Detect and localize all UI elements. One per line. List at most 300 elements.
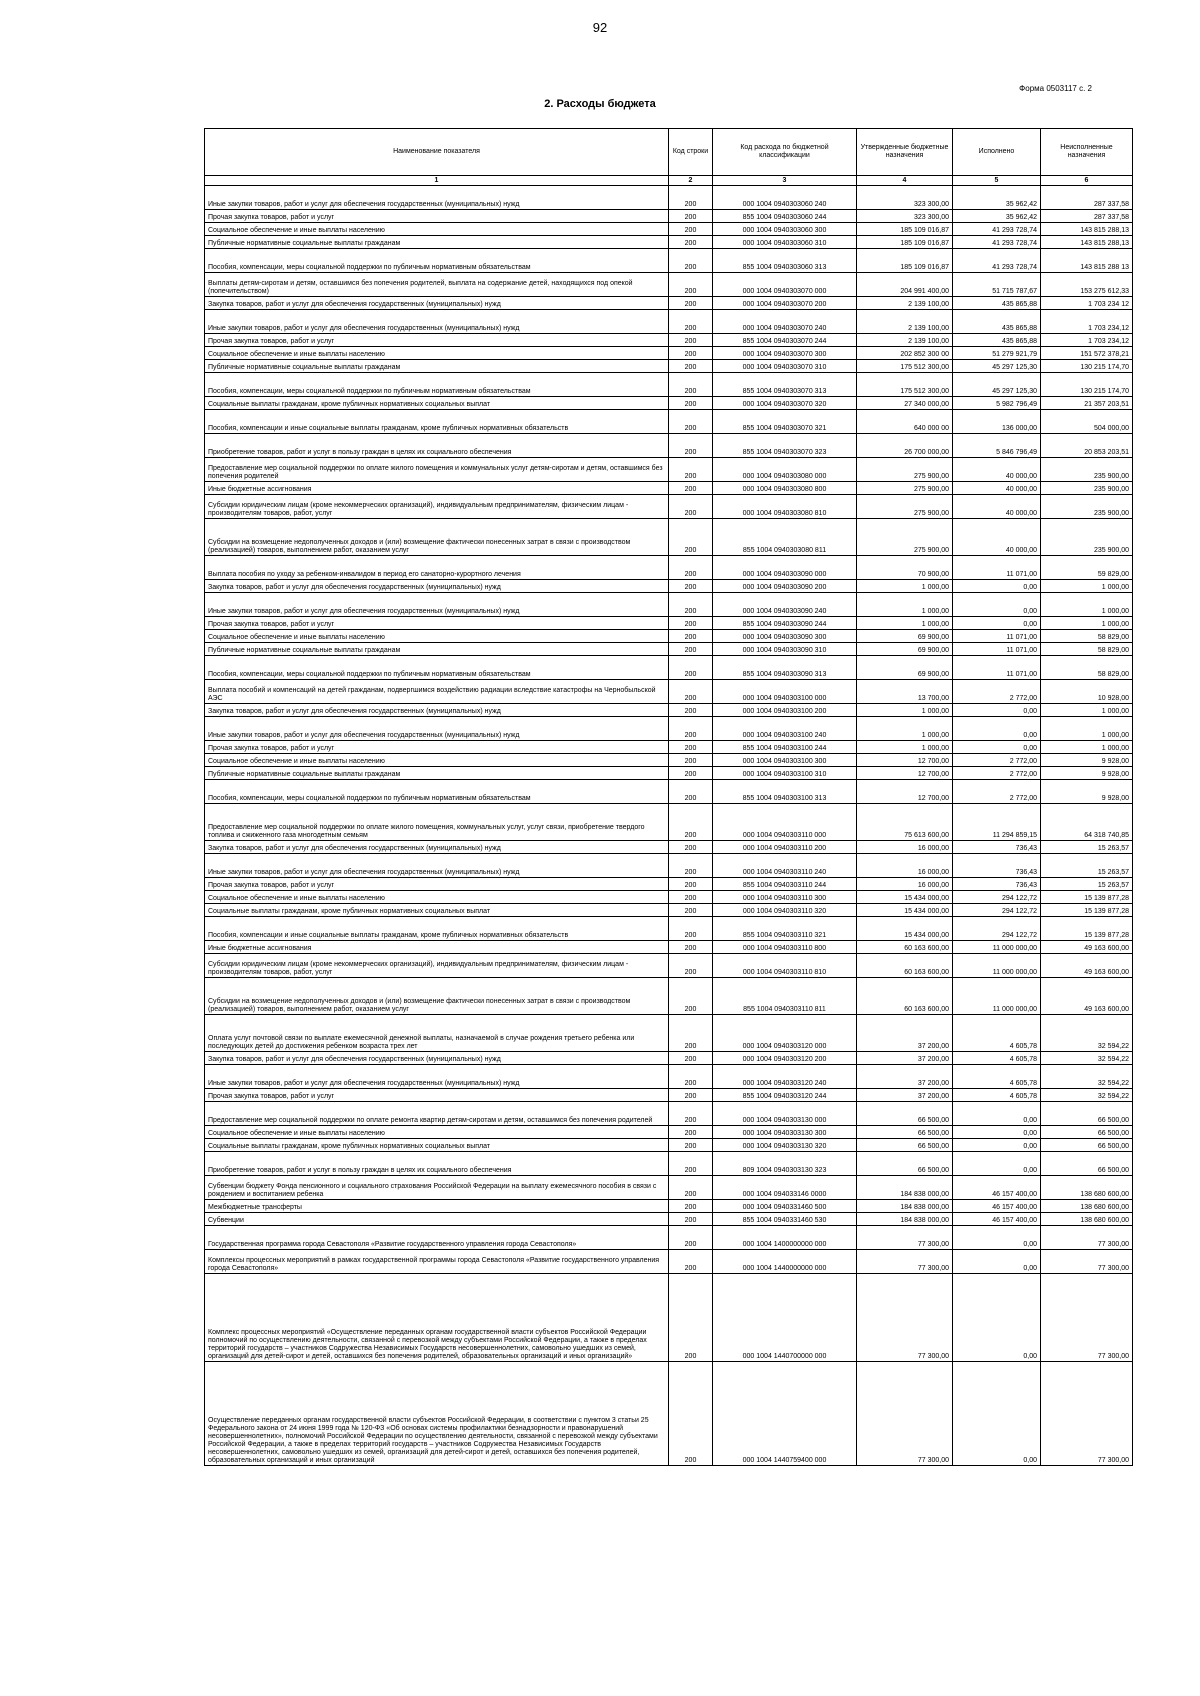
classification-code-cell: 000 1004 0940303100 240	[713, 717, 857, 741]
line-code-cell: 200	[669, 841, 713, 854]
unexecuted-amount-cell: 10 928,00	[1041, 680, 1133, 704]
unexecuted-amount-cell: 9 928,00	[1041, 767, 1133, 780]
classification-code-cell: 000 1004 0940303110 240	[713, 854, 857, 878]
approved-amount-cell: 275 900,00	[857, 482, 953, 495]
indicator-name-cell: Иные бюджетные ассигнования	[205, 482, 669, 495]
line-code-cell: 200	[669, 519, 713, 556]
line-code-cell: 200	[669, 878, 713, 891]
classification-code-cell: 000 1004 094033146 0000	[713, 1176, 857, 1200]
indicator-name-cell: Иные бюджетные ассигнования	[205, 941, 669, 954]
table-row	[205, 680, 1133, 704]
line-code-cell: 200	[669, 186, 713, 210]
executed-amount-cell: 2 772,00	[953, 780, 1041, 804]
executed-amount-cell: 5 982 796,49	[953, 397, 1041, 410]
classification-code-cell: 000 1004 0940303070 310	[713, 360, 857, 373]
table-row	[205, 717, 1133, 741]
unexecuted-amount-cell: 9 928,00	[1041, 754, 1133, 767]
line-code-cell: 200	[669, 1200, 713, 1213]
classification-code-cell: 000 1004 1440000000 000	[713, 1250, 857, 1274]
executed-amount-cell: 0,00	[953, 741, 1041, 754]
executed-amount-cell: 35 962,42	[953, 210, 1041, 223]
approved-amount-cell: 175 512 300,00	[857, 360, 953, 373]
executed-amount-cell: 0,00	[953, 1226, 1041, 1250]
table-row	[205, 519, 1133, 556]
unexecuted-amount-cell: 15 263,57	[1041, 841, 1133, 854]
executed-amount-cell: 11 071,00	[953, 656, 1041, 680]
table-row	[205, 1126, 1133, 1139]
line-code-cell: 200	[669, 297, 713, 310]
classification-code-cell: 000 1004 0940303110 320	[713, 904, 857, 917]
classification-code-cell: 000 1004 1440700000 000	[713, 1274, 857, 1362]
approved-amount-cell: 69 900,00	[857, 656, 953, 680]
approved-amount-cell: 37 200,00	[857, 1052, 953, 1065]
unexecuted-amount-cell: 77 300,00	[1041, 1274, 1133, 1362]
indicator-name-cell: Иные закупки товаров, работ и услуг для обеспечения государственных (муниципальных) нужд	[205, 717, 669, 741]
table-row	[205, 941, 1133, 954]
classification-code-cell: 000 1004 0940303130 000	[713, 1102, 857, 1126]
unexecuted-amount-cell: 287 337,58	[1041, 210, 1133, 223]
column-header-classification-code: Код расхода по бюджетной классификации	[713, 129, 857, 176]
line-code-cell: 200	[669, 1126, 713, 1139]
approved-amount-cell: 2 139 100,00	[857, 310, 953, 334]
table-row	[205, 1102, 1133, 1126]
classification-code-cell: 855 1004 0940303080 811	[713, 519, 857, 556]
approved-amount-cell: 12 700,00	[857, 780, 953, 804]
table-row	[205, 780, 1133, 804]
unexecuted-amount-cell: 1 000,00	[1041, 717, 1133, 741]
unexecuted-amount-cell: 138 680 600,00	[1041, 1176, 1133, 1200]
indicator-name-cell: Социальные выплаты гражданам, кроме публичных нормативных социальных выплат	[205, 397, 669, 410]
indicator-name-cell: Пособия, компенсации, меры социальной поддержки по публичным нормативным обязательствам	[205, 373, 669, 397]
table-row	[205, 1152, 1133, 1176]
line-code-cell: 200	[669, 593, 713, 617]
executed-amount-cell: 11 000 000,00	[953, 954, 1041, 978]
approved-amount-cell: 275 900,00	[857, 495, 953, 519]
approved-amount-cell: 185 109 016,87	[857, 236, 953, 249]
approved-amount-cell: 184 838 000,00	[857, 1200, 953, 1213]
unexecuted-amount-cell: 504 000,00	[1041, 410, 1133, 434]
indicator-name-cell: Субсидии на возмещение недополученных доходов и (или) возмещение фактически понесенных затрат в связи с производством (реализацией) товаров, выполнением работ, оказанием услуг	[205, 519, 669, 556]
indicator-name-cell: Субсидии юридическим лицам (кроме некоммерческих организаций), индивидуальным предпринимателям, физическим лицам - производителям товаров, работ, услуг	[205, 954, 669, 978]
table-row	[205, 1362, 1133, 1466]
indicator-name-cell: Субвенции бюджету Фонда пенсионного и социального страхования Российской Федерации на выплату ежемесячного пособия в связи с рождением и воспитанием ребенка	[205, 1176, 669, 1200]
table-row	[205, 410, 1133, 434]
approved-amount-cell: 184 838 000,00	[857, 1176, 953, 1200]
classification-code-cell: 855 1004 0940303110 811	[713, 978, 857, 1015]
line-code-cell: 200	[669, 310, 713, 334]
executed-amount-cell: 0,00	[953, 617, 1041, 630]
classification-code-cell: 000 1004 1400000000 000	[713, 1226, 857, 1250]
classification-code-cell: 855 1004 0940303060 313	[713, 249, 857, 273]
unexecuted-amount-cell: 9 928,00	[1041, 780, 1133, 804]
classification-code-cell: 855 1004 0940303100 313	[713, 780, 857, 804]
executed-amount-cell: 46 157 400,00	[953, 1176, 1041, 1200]
unexecuted-amount-cell: 32 594,22	[1041, 1065, 1133, 1089]
unexecuted-amount-cell: 59 829,00	[1041, 556, 1133, 580]
column-header-line-code: Код строки	[669, 129, 713, 176]
indicator-name-cell: Пособия, компенсации, меры социальной поддержки по публичным нормативным обязательствам	[205, 656, 669, 680]
indicator-name-cell: Государственная программа города Севастополя «Развитие государственного управления города Севастополя»	[205, 1226, 669, 1250]
classification-code-cell: 000 1004 0940303120 200	[713, 1052, 857, 1065]
classification-code-cell: 000 1004 0940303100 200	[713, 704, 857, 717]
unexecuted-amount-cell: 64 318 740,85	[1041, 804, 1133, 841]
indicator-name-cell: Социальные выплаты гражданам, кроме публичных нормативных социальных выплат	[205, 1139, 669, 1152]
table-row	[205, 954, 1133, 978]
indicator-name-cell: Социальные выплаты гражданам, кроме публичных нормативных социальных выплат	[205, 904, 669, 917]
approved-amount-cell: 640 000 00	[857, 410, 953, 434]
line-code-cell: 200	[669, 854, 713, 878]
classification-code-cell: 000 1004 0940303070 000	[713, 273, 857, 297]
executed-amount-cell: 2 772,00	[953, 754, 1041, 767]
executed-amount-cell: 0,00	[953, 1139, 1041, 1152]
approved-amount-cell: 16 000,00	[857, 878, 953, 891]
approved-amount-cell: 275 900,00	[857, 519, 953, 556]
executed-amount-cell: 294 122,72	[953, 917, 1041, 941]
classification-code-cell: 855 1004 0940303110 244	[713, 878, 857, 891]
table-row	[205, 917, 1133, 941]
executed-amount-cell: 2 772,00	[953, 767, 1041, 780]
executed-amount-cell: 5 846 796,49	[953, 434, 1041, 458]
classification-code-cell: 855 1004 0940303110 321	[713, 917, 857, 941]
line-code-cell: 200	[669, 556, 713, 580]
indicator-name-cell: Иные закупки товаров, работ и услуг для обеспечения государственных (муниципальных) нужд	[205, 593, 669, 617]
approved-amount-cell: 15 434 000,00	[857, 917, 953, 941]
approved-amount-cell: 69 900,00	[857, 643, 953, 656]
unexecuted-amount-cell: 1 000,00	[1041, 704, 1133, 717]
executed-amount-cell: 51 279 921,79	[953, 347, 1041, 360]
indicator-name-cell: Комплекс процессных мероприятий «Осуществление переданных органам государственной власти субъектов Российской Федерации полномочий по осуществлению деятельности, связанной с перевозкой между субъектами Российской Федерации, а также в пределах территорий государств – участников Содружества Независимых Государств несовершеннолетних, самовольно ушедших из семей, организаций для детей-сирот и детей, оставшихся без попечения родителей, образовательных организаций и иных организаций»	[205, 1274, 669, 1362]
indicator-name-cell: Закупка товаров, работ и услуг для обеспечения государственных (муниципальных) нужд	[205, 297, 669, 310]
indicator-name-cell: Прочая закупка товаров, работ и услуг	[205, 210, 669, 223]
classification-code-cell: 855 1004 0940303070 321	[713, 410, 857, 434]
table-row	[205, 904, 1133, 917]
indicator-name-cell: Приобретение товаров, работ и услуг в пользу граждан в целях их социального обеспечения	[205, 1152, 669, 1176]
table-row	[205, 495, 1133, 519]
classification-code-cell: 855 1004 0940303120 244	[713, 1089, 857, 1102]
indicator-name-cell: Прочая закупка товаров, работ и услуг	[205, 1089, 669, 1102]
indicator-name-cell: Иные закупки товаров, работ и услуг для обеспечения государственных (муниципальных) нужд	[205, 310, 669, 334]
approved-amount-cell: 1 000,00	[857, 580, 953, 593]
approved-amount-cell: 12 700,00	[857, 754, 953, 767]
page-number: 92	[592, 20, 608, 35]
approved-amount-cell: 77 300,00	[857, 1250, 953, 1274]
executed-amount-cell: 11 071,00	[953, 556, 1041, 580]
approved-amount-cell: 15 434 000,00	[857, 904, 953, 917]
table-row	[205, 841, 1133, 854]
classification-code-cell: 000 1004 0940303130 300	[713, 1126, 857, 1139]
indicator-name-cell: Межбюджетные трансферты	[205, 1200, 669, 1213]
approved-amount-cell: 13 700,00	[857, 680, 953, 704]
unexecuted-amount-cell: 66 500,00	[1041, 1126, 1133, 1139]
executed-amount-cell: 35 962,42	[953, 186, 1041, 210]
executed-amount-cell: 0,00	[953, 717, 1041, 741]
line-code-cell: 200	[669, 1089, 713, 1102]
unexecuted-amount-cell: 66 500,00	[1041, 1152, 1133, 1176]
indicator-name-cell: Публичные нормативные социальные выплаты гражданам	[205, 643, 669, 656]
approved-amount-cell: 66 500,00	[857, 1126, 953, 1139]
line-code-cell: 200	[669, 891, 713, 904]
table-row	[205, 482, 1133, 495]
unexecuted-amount-cell: 1 703 234,12	[1041, 334, 1133, 347]
unexecuted-amount-cell: 1 000,00	[1041, 741, 1133, 754]
unexecuted-amount-cell: 49 163 600,00	[1041, 941, 1133, 954]
table-row	[205, 1176, 1133, 1200]
unexecuted-amount-cell: 77 300,00	[1041, 1226, 1133, 1250]
table-row	[205, 297, 1133, 310]
classification-code-cell: 000 1004 0940303090 200	[713, 580, 857, 593]
line-code-cell: 200	[669, 630, 713, 643]
executed-amount-cell: 4 605,78	[953, 1052, 1041, 1065]
classification-code-cell: 000 1004 0940303130 320	[713, 1139, 857, 1152]
column-header-unexecuted: Неисполненные назначения	[1041, 129, 1133, 176]
table-row	[205, 741, 1133, 754]
unexecuted-amount-cell: 58 829,00	[1041, 630, 1133, 643]
executed-amount-cell: 736,43	[953, 841, 1041, 854]
classification-code-cell: 000 1004 0940303120 240	[713, 1065, 857, 1089]
approved-amount-cell: 26 700 000,00	[857, 434, 953, 458]
executed-amount-cell: 11 000 000,00	[953, 978, 1041, 1015]
executed-amount-cell: 736,43	[953, 854, 1041, 878]
approved-amount-cell: 185 109 016,87	[857, 223, 953, 236]
classification-code-cell: 000 1004 0940303060 300	[713, 223, 857, 236]
executed-amount-cell: 11 071,00	[953, 630, 1041, 643]
indicator-name-cell: Субвенции	[205, 1213, 669, 1226]
line-code-cell: 200	[669, 249, 713, 273]
line-code-cell: 200	[669, 1102, 713, 1126]
unexecuted-amount-cell: 1 000,00	[1041, 593, 1133, 617]
line-code-cell: 200	[669, 1015, 713, 1052]
table-body	[205, 186, 1133, 1466]
line-code-cell: 200	[669, 717, 713, 741]
classification-code-cell: 855 1004 0940303090 244	[713, 617, 857, 630]
line-code-cell: 200	[669, 495, 713, 519]
executed-amount-cell: 0,00	[953, 1152, 1041, 1176]
line-code-cell: 200	[669, 1139, 713, 1152]
executed-amount-cell: 4 605,78	[953, 1089, 1041, 1102]
classification-code-cell: 000 1004 0940303090 000	[713, 556, 857, 580]
unexecuted-amount-cell: 66 500,00	[1041, 1139, 1133, 1152]
line-code-cell: 200	[669, 643, 713, 656]
approved-amount-cell: 15 434 000,00	[857, 891, 953, 904]
executed-amount-cell: 136 000,00	[953, 410, 1041, 434]
indicator-name-cell: Пособия, компенсации и иные социальные выплаты гражданам, кроме публичных нормативных обязательств	[205, 410, 669, 434]
approved-amount-cell: 37 200,00	[857, 1065, 953, 1089]
executed-amount-cell: 4 605,78	[953, 1065, 1041, 1089]
line-code-cell: 200	[669, 617, 713, 630]
unexecuted-amount-cell: 143 815 288,13	[1041, 236, 1133, 249]
line-code-cell: 200	[669, 273, 713, 297]
classification-code-cell: 000 1004 0940303080 800	[713, 482, 857, 495]
line-code-cell: 200	[669, 741, 713, 754]
approved-amount-cell: 75 613 600,00	[857, 804, 953, 841]
approved-amount-cell: 60 163 600,00	[857, 954, 953, 978]
executed-amount-cell: 736,43	[953, 878, 1041, 891]
classification-code-cell: 000 1004 0940303110 200	[713, 841, 857, 854]
unexecuted-amount-cell: 32 594,22	[1041, 1089, 1133, 1102]
indicator-name-cell: Закупка товаров, работ и услуг для обеспечения государственных (муниципальных) нужд	[205, 1052, 669, 1065]
approved-amount-cell: 12 700,00	[857, 767, 953, 780]
indicator-name-cell: Пособия, компенсации и иные социальные выплаты гражданам, кроме публичных нормативных обязательств	[205, 917, 669, 941]
table-row	[205, 580, 1133, 593]
classification-code-cell: 855 1004 0940303090 313	[713, 656, 857, 680]
unexecuted-amount-cell: 58 829,00	[1041, 656, 1133, 680]
approved-amount-cell: 37 200,00	[857, 1015, 953, 1052]
classification-code-cell: 000 1004 0940303100 000	[713, 680, 857, 704]
classification-code-cell: 000 1004 0940303090 240	[713, 593, 857, 617]
classification-code-cell: 000 1004 0940303080 810	[713, 495, 857, 519]
table-row	[205, 556, 1133, 580]
approved-amount-cell: 1 000,00	[857, 704, 953, 717]
approved-amount-cell: 60 163 600,00	[857, 941, 953, 954]
approved-amount-cell: 202 852 300 00	[857, 347, 953, 360]
unexecuted-amount-cell: 138 680 600,00	[1041, 1213, 1133, 1226]
approved-amount-cell: 66 500,00	[857, 1152, 953, 1176]
indicator-name-cell: Пособия, компенсации, меры социальной поддержки по публичным нормативным обязательствам	[205, 249, 669, 273]
line-code-cell: 200	[669, 236, 713, 249]
table-row	[205, 1052, 1133, 1065]
line-code-cell: 200	[669, 954, 713, 978]
table-row	[205, 1226, 1133, 1250]
indicator-name-cell: Закупка товаров, работ и услуг для обеспечения государственных (муниципальных) нужд	[205, 841, 669, 854]
table-row	[205, 458, 1133, 482]
line-code-cell: 200	[669, 767, 713, 780]
table-row	[205, 310, 1133, 334]
indicator-name-cell: Иные закупки товаров, работ и услуг для обеспечения государственных (муниципальных) нужд	[205, 186, 669, 210]
line-code-cell: 200	[669, 1213, 713, 1226]
unexecuted-amount-cell: 143 815 288 13	[1041, 249, 1133, 273]
executed-amount-cell: 0,00	[953, 704, 1041, 717]
table-row	[205, 1213, 1133, 1226]
table-row	[205, 630, 1133, 643]
executed-amount-cell: 40 000,00	[953, 458, 1041, 482]
approved-amount-cell: 27 340 000,00	[857, 397, 953, 410]
classification-code-cell: 000 1004 0940303090 300	[713, 630, 857, 643]
executed-amount-cell: 0,00	[953, 1102, 1041, 1126]
executed-amount-cell: 2 772,00	[953, 680, 1041, 704]
unexecuted-amount-cell: 143 815 288,13	[1041, 223, 1133, 236]
approved-amount-cell: 77 300,00	[857, 1362, 953, 1466]
executed-amount-cell: 45 297 125,30	[953, 360, 1041, 373]
unexecuted-amount-cell: 1 000,00	[1041, 617, 1133, 630]
unexecuted-amount-cell: 130 215 174,70	[1041, 373, 1133, 397]
indicator-name-cell: Осуществление переданных органам государственной власти субъектов Российской Федерации, в соответствии с пунктом 3 статьи 25 Федерального закона от 24 июня 1999 года № 120-ФЗ «Об основах системы профилактики безнадзорности и правонарушений несовершеннолетних», полномочий Российской Федерации по осуществлению деятельности, связанной с перевозкой между субъектами Российской Федерации, а также в пределах территорий государств – участников Содружества Независимых Государств несовершеннолетних, самовольно ушедших из семей, организаций для детей-сирот и детей, оставшихся без попечения родителей, образовательных организаций и иных организаций	[205, 1362, 669, 1466]
classification-code-cell: 000 1004 0940303070 300	[713, 347, 857, 360]
unexecuted-amount-cell: 235 900,00	[1041, 519, 1133, 556]
table-row	[205, 617, 1133, 630]
unexecuted-amount-cell: 15 139 877,28	[1041, 891, 1133, 904]
classification-code-cell: 000 1004 0940303090 310	[713, 643, 857, 656]
column-number: 1	[205, 176, 669, 186]
indicator-name-cell: Социальное обеспечение и иные выплаты населению	[205, 754, 669, 767]
table-row	[205, 210, 1133, 223]
approved-amount-cell: 77 300,00	[857, 1274, 953, 1362]
executed-amount-cell: 0,00	[953, 1274, 1041, 1362]
column-header-executed: Исполнено	[953, 129, 1041, 176]
approved-amount-cell: 66 500,00	[857, 1102, 953, 1126]
table-row	[205, 236, 1133, 249]
unexecuted-amount-cell: 49 163 600,00	[1041, 954, 1133, 978]
indicator-name-cell: Иные закупки товаров, работ и услуг для обеспечения государственных (муниципальных) нужд	[205, 1065, 669, 1089]
approved-amount-cell: 1 000,00	[857, 717, 953, 741]
indicator-name-cell: Выплата пособия по уходу за ребенком-инвалидом в период его санаторно-курортного лечения	[205, 556, 669, 580]
executed-amount-cell: 40 000,00	[953, 519, 1041, 556]
approved-amount-cell: 185 109 016,87	[857, 249, 953, 273]
line-code-cell: 200	[669, 223, 713, 236]
indicator-name-cell: Приобретение товаров, работ и услуг в пользу граждан в целях их социального обеспечения	[205, 434, 669, 458]
line-code-cell: 200	[669, 917, 713, 941]
classification-code-cell: 809 1004 0940303130 323	[713, 1152, 857, 1176]
table-row	[205, 767, 1133, 780]
unexecuted-amount-cell: 15 263,57	[1041, 878, 1133, 891]
table-row	[205, 854, 1133, 878]
executed-amount-cell: 0,00	[953, 1126, 1041, 1139]
approved-amount-cell: 323 300,00	[857, 186, 953, 210]
approved-amount-cell: 1 000,00	[857, 593, 953, 617]
line-code-cell: 200	[669, 210, 713, 223]
indicator-name-cell: Социальное обеспечение и иные выплаты населению	[205, 223, 669, 236]
table-row	[205, 334, 1133, 347]
indicator-name-cell: Прочая закупка товаров, работ и услуг	[205, 617, 669, 630]
executed-amount-cell: 41 293 728,74	[953, 249, 1041, 273]
table-row	[205, 186, 1133, 210]
line-code-cell: 200	[669, 397, 713, 410]
indicator-name-cell: Социальное обеспечение и иные выплаты населению	[205, 891, 669, 904]
approved-amount-cell: 77 300,00	[857, 1226, 953, 1250]
approved-amount-cell: 175 512 300,00	[857, 373, 953, 397]
classification-code-cell: 855 1004 0940303070 313	[713, 373, 857, 397]
executed-amount-cell: 46 157 400,00	[953, 1213, 1041, 1226]
indicator-name-cell: Социальное обеспечение и иные выплаты населению	[205, 630, 669, 643]
executed-amount-cell: 11 071,00	[953, 643, 1041, 656]
approved-amount-cell: 16 000,00	[857, 854, 953, 878]
unexecuted-amount-cell: 151 572 378,21	[1041, 347, 1133, 360]
line-code-cell: 200	[669, 680, 713, 704]
executed-amount-cell: 51 715 787,67	[953, 273, 1041, 297]
unexecuted-amount-cell: 32 594,22	[1041, 1015, 1133, 1052]
classification-code-cell: 000 1004 0940303080 000	[713, 458, 857, 482]
table-row	[205, 704, 1133, 717]
approved-amount-cell: 1 000,00	[857, 741, 953, 754]
indicator-name-cell: Социальное обеспечение и иные выплаты населению	[205, 1126, 669, 1139]
executed-amount-cell: 40 000,00	[953, 482, 1041, 495]
document-title: 2. Расходы бюджета	[544, 98, 656, 110]
executed-amount-cell: 0,00	[953, 1250, 1041, 1274]
classification-code-cell: 855 1004 0940303070 244	[713, 334, 857, 347]
table-row	[205, 223, 1133, 236]
classification-code-cell: 000 1004 0940303120 000	[713, 1015, 857, 1052]
approved-amount-cell: 1 000,00	[857, 617, 953, 630]
line-code-cell: 200	[669, 656, 713, 680]
header-row	[205, 129, 1133, 176]
unexecuted-amount-cell: 235 900,00	[1041, 495, 1133, 519]
line-code-cell: 200	[669, 373, 713, 397]
classification-code-cell: 000 1004 0940331460 500	[713, 1200, 857, 1213]
line-code-cell: 200	[669, 347, 713, 360]
line-code-cell: 200	[669, 704, 713, 717]
unexecuted-amount-cell: 77 300,00	[1041, 1362, 1133, 1466]
line-code-cell: 200	[669, 904, 713, 917]
indicator-name-cell: Предоставление мер социальной поддержки по оплате ремонта квартир детям-сиротам и детям, оставшимся без попечения родителей	[205, 1102, 669, 1126]
classification-code-cell: 855 1004 0940303060 244	[713, 210, 857, 223]
line-code-cell: 200	[669, 978, 713, 1015]
classification-code-cell: 000 1004 0940303100 310	[713, 767, 857, 780]
indicator-name-cell: Социальное обеспечение и иные выплаты населению	[205, 347, 669, 360]
executed-amount-cell: 46 157 400,00	[953, 1200, 1041, 1213]
line-code-cell: 200	[669, 1274, 713, 1362]
unexecuted-amount-cell: 77 300,00	[1041, 1250, 1133, 1274]
indicator-name-cell: Прочая закупка товаров, работ и услуг	[205, 334, 669, 347]
unexecuted-amount-cell: 235 900,00	[1041, 482, 1133, 495]
